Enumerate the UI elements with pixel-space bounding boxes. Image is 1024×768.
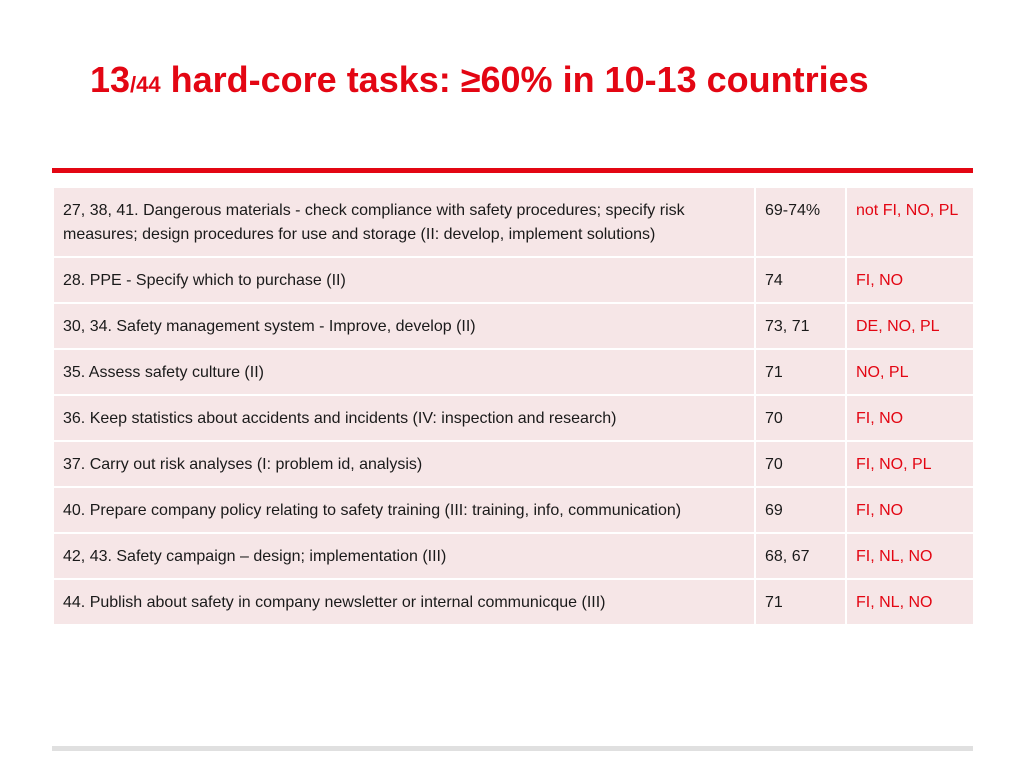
countries-cell: FI, NO [846, 257, 974, 303]
task-cell: 36. Keep statistics about accidents and incidents (IV: inspection and research) [53, 395, 755, 441]
percent-cell: 74 [755, 257, 846, 303]
percent-cell: 69 [755, 487, 846, 533]
table-row [53, 533, 974, 579]
countries-cell: DE, NO, PL [846, 303, 974, 349]
countries-cell: FI, NL, NO [846, 579, 974, 625]
task-cell: 37. Carry out risk analyses (I: problem id, analysis) [53, 441, 755, 487]
tasks-table [52, 186, 975, 626]
table-row [53, 257, 974, 303]
page-title [62, 58, 962, 107]
table-row [53, 349, 974, 395]
task-cell: 28. PPE - Specify which to purchase (II) [53, 257, 755, 303]
task-cell: 44. Publish about safety in company newsletter or internal communicque (III) [53, 579, 755, 625]
title-divider [52, 168, 973, 173]
footer-divider [52, 746, 973, 751]
task-cell: 27, 38, 41. Dangerous materials - check compliance with safety procedures; specify risk measures; design procedures for use and storage (II: develop, implement solutions) [53, 187, 755, 257]
percent-cell: 69-74% [755, 187, 846, 257]
percent-cell: 70 [755, 441, 846, 487]
task-cell: 40. Prepare company policy relating to safety training (III: training, info, communication) [53, 487, 755, 533]
title-count: 13 [90, 59, 131, 100]
percent-cell: 71 [755, 579, 846, 625]
table-row [53, 187, 974, 257]
table-row [53, 395, 974, 441]
task-cell: 35. Assess safety culture (II) [53, 349, 755, 395]
percent-cell: 71 [755, 349, 846, 395]
countries-cell: NO, PL [846, 349, 974, 395]
countries-cell: FI, NO, PL [846, 441, 974, 487]
title-text: hard-core tasks: ≥60% in 10-13 countries [160, 59, 869, 100]
table-row [53, 579, 974, 625]
countries-cell: not FI, NO, PL [846, 187, 974, 257]
title-total: /44 [130, 72, 161, 97]
table-row [53, 303, 974, 349]
percent-cell: 73, 71 [755, 303, 846, 349]
percent-cell: 68, 67 [755, 533, 846, 579]
task-cell: 42, 43. Safety campaign – design; implementation (III) [53, 533, 755, 579]
table-row [53, 487, 974, 533]
countries-cell: FI, NL, NO [846, 533, 974, 579]
countries-cell: FI, NO [846, 487, 974, 533]
percent-cell: 70 [755, 395, 846, 441]
countries-cell: FI, NO [846, 395, 974, 441]
table-row [53, 441, 974, 487]
task-cell: 30, 34. Safety management system - Improve, develop (II) [53, 303, 755, 349]
